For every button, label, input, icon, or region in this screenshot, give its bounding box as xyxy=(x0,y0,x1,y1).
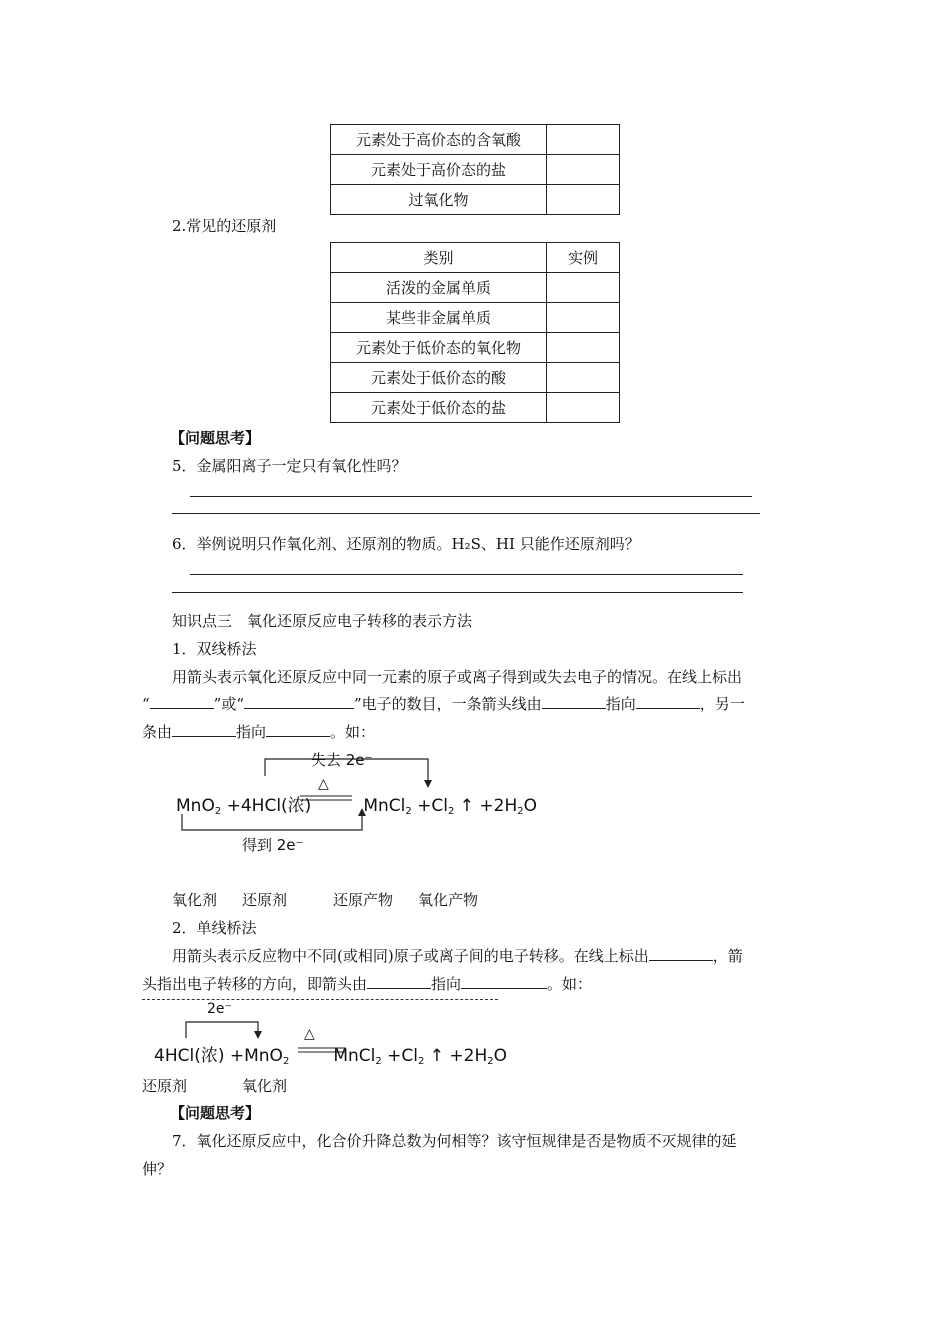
text: MnCl xyxy=(333,1046,376,1066)
text: +4HCl(浓) xyxy=(221,796,312,816)
text: O xyxy=(523,796,538,816)
question-heading: 【问题思考】 xyxy=(170,429,261,447)
method-title-double: 1．双线桥法 xyxy=(172,640,257,658)
text: ，另一 xyxy=(699,695,745,713)
table-cell: 某些非金属单质 xyxy=(331,303,547,333)
heat-symbol: △ xyxy=(318,776,329,792)
text: 用箭头表示反应物中不同(或相同)原子或离子间的电子转移。在线上标出 xyxy=(172,947,649,965)
paragraph-line: 用箭头表示氧化还原反应中同一元素的原子或离子得到或失去电子的情况。在线上标出 xyxy=(172,668,743,686)
table-cell: 元素处于低价态的盐 xyxy=(331,393,547,423)
heat-symbol: △ xyxy=(304,1026,315,1042)
fill-blank[interactable] xyxy=(636,694,700,709)
text: 条由 xyxy=(142,723,173,741)
table-row xyxy=(331,393,620,423)
text: MnO xyxy=(176,796,215,816)
answer-line[interactable] xyxy=(190,574,743,575)
table-row xyxy=(331,155,620,185)
table-row xyxy=(331,273,620,303)
text: ↑ +2H xyxy=(454,796,518,816)
text: 4HCl(浓) +MnO xyxy=(154,1046,283,1066)
fill-blank[interactable] xyxy=(649,946,713,961)
role-label: 氧化剂 xyxy=(242,1077,288,1095)
question-heading: 【问题思考】 xyxy=(170,1104,261,1122)
text: +Cl xyxy=(381,1046,418,1066)
table-cell xyxy=(547,155,620,185)
text: ，箭 xyxy=(712,947,743,965)
table-cell xyxy=(547,393,620,423)
method-title-single: 2．单线桥法 xyxy=(172,919,257,937)
text: MnCl xyxy=(363,796,406,816)
subscript: 2 xyxy=(417,1056,425,1067)
subscript: 2 xyxy=(405,806,412,817)
text: 指向 xyxy=(431,975,462,993)
table-cell: 过氧化物 xyxy=(331,185,547,215)
reductant-table xyxy=(330,242,620,423)
electron-gain-label: 得到 2e⁻ xyxy=(242,836,304,854)
redox-equation xyxy=(176,791,537,817)
answer-line[interactable] xyxy=(190,496,752,497)
subscript: 2 xyxy=(282,1056,290,1067)
table-row xyxy=(331,303,620,333)
fill-blank[interactable] xyxy=(367,974,431,989)
table-cell: 元素处于高价态的盐 xyxy=(331,155,547,185)
table-cell xyxy=(547,363,620,393)
answer-line[interactable] xyxy=(172,513,760,514)
fill-blank[interactable] xyxy=(244,694,354,709)
paragraph-line xyxy=(142,693,745,714)
answer-line[interactable] xyxy=(172,592,743,593)
question-6: 6．举例说明只作氧化剂、还原剂的物质。H₂S、HI 只能作还原剂吗？ xyxy=(172,535,640,553)
table-row xyxy=(331,363,620,393)
table-cell: 元素处于高价态的含氧酸 xyxy=(331,125,547,155)
table-cell xyxy=(547,125,620,155)
table-cell: 元素处于低价态的酸 xyxy=(331,363,547,393)
paragraph-line xyxy=(142,721,375,742)
redox-equation xyxy=(154,1041,507,1067)
text: 。如： xyxy=(547,975,593,993)
text: +Cl xyxy=(411,796,448,816)
question-7-continued: 伸？ xyxy=(142,1160,173,1178)
electron-transfer-label: 2e⁻ xyxy=(207,1001,232,1017)
subscript: 2 xyxy=(214,806,222,817)
table-cell: 活泼的金属单质 xyxy=(331,273,547,303)
table-header-row xyxy=(331,243,620,273)
subscript: 2 xyxy=(375,1056,382,1067)
paragraph-line xyxy=(172,945,743,966)
electron-loss-label: 失去 2e⁻ xyxy=(311,751,373,769)
role-label: 氧化剂 xyxy=(172,891,218,909)
text: 指向 xyxy=(605,695,636,713)
fill-blank[interactable] xyxy=(150,694,214,709)
role-label: 还原产物 xyxy=(333,891,394,909)
table-cell xyxy=(547,185,620,215)
role-label: 氧化产物 xyxy=(418,891,479,909)
table-row xyxy=(331,125,620,155)
column-header: 类别 xyxy=(331,243,547,273)
role-label: 还原剂 xyxy=(142,1077,188,1095)
text: ↑ +2H xyxy=(424,1046,488,1066)
table-row xyxy=(331,333,620,363)
fill-blank[interactable] xyxy=(461,974,547,989)
text: O xyxy=(493,1046,508,1066)
text: “ xyxy=(142,695,150,713)
text: 。如： xyxy=(330,723,376,741)
fill-blank[interactable] xyxy=(542,694,606,709)
text: ”或“ xyxy=(213,695,245,713)
paragraph-line xyxy=(142,973,592,994)
text: ”电子的数目，一条箭头线由 xyxy=(354,695,542,713)
table-cell: 元素处于低价态的氧化物 xyxy=(331,333,547,363)
oxidant-table xyxy=(330,124,620,215)
subscript: 2 xyxy=(487,1056,494,1067)
question-5: 5．金属阳离子一定只有氧化性吗？ xyxy=(172,457,407,475)
subscript: 2 xyxy=(517,806,524,817)
subscript: 2 xyxy=(447,806,455,817)
text: 头指出电子转移的方向，即箭头由 xyxy=(142,975,368,993)
text: 指向 xyxy=(236,723,267,741)
knowledge-point-title: 知识点三 氧化还原反应电子转移的表示方法 xyxy=(172,612,473,630)
table-row xyxy=(331,185,620,215)
fill-blank[interactable] xyxy=(172,722,236,737)
role-label: 还原剂 xyxy=(242,891,288,909)
column-header: 实例 xyxy=(547,243,620,273)
fill-blank[interactable] xyxy=(266,722,330,737)
section-title-reductants: 2.常见的还原剂 xyxy=(172,217,277,235)
table-cell xyxy=(547,333,620,363)
question-7: 7．氧化还原反应中，化合价升降总数为何相等？该守恒规律是否是物质不灭规律的延 xyxy=(172,1132,737,1150)
table-cell xyxy=(547,303,620,333)
table-cell xyxy=(547,273,620,303)
